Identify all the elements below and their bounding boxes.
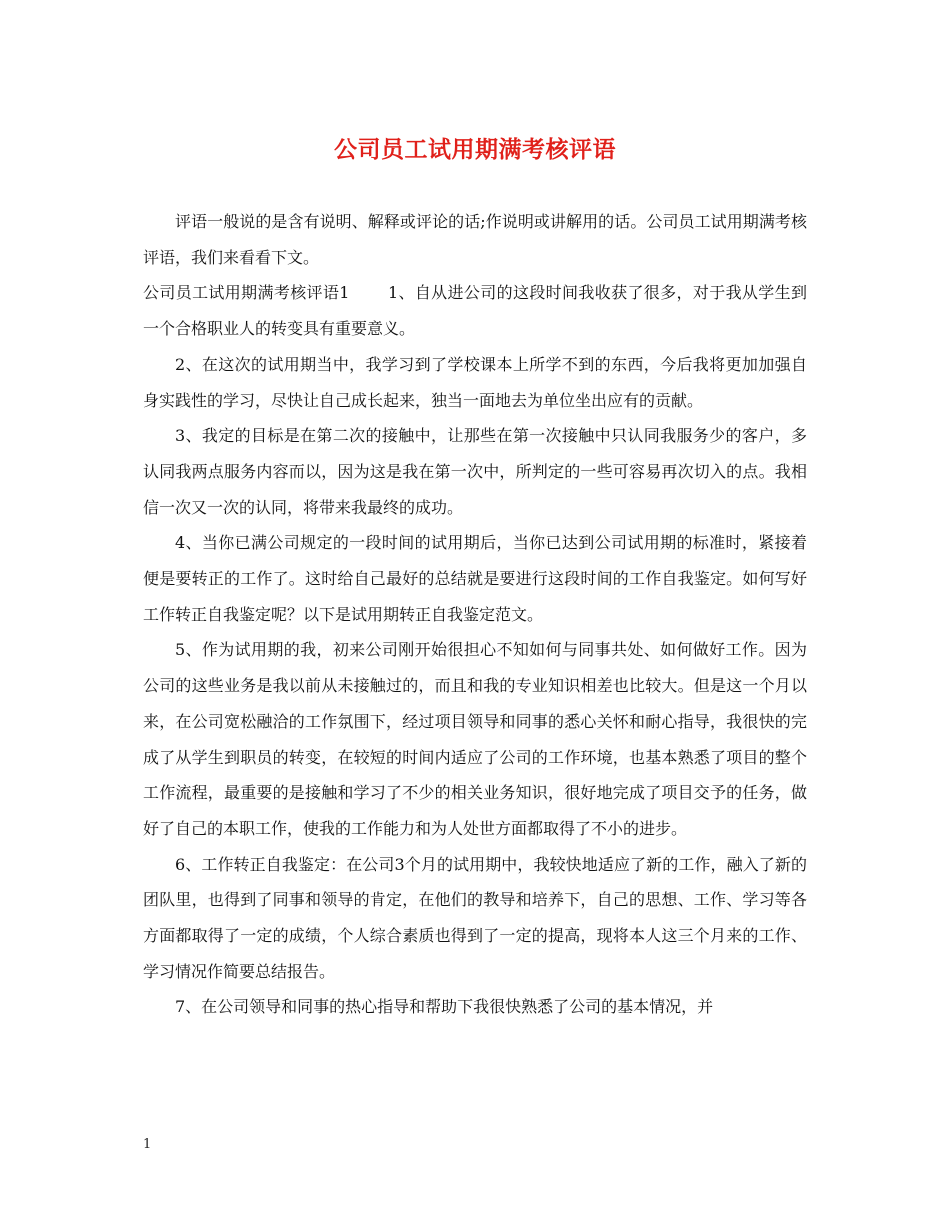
paragraph-6: 6、工作转正自我鉴定：在公司3个月的试用期中，我较快地适应了新的工作，融入了新的团队里，也得到了同事和领导的肯定，在他们的教导和培养下，自己的思想、工作、学习等各方面都取得了一定的成绩，个人综合素质也得到了一定的提高，现将本人这三个月来的工作、学习情况作简要总结报告。 (143, 854, 807, 981)
paragraph-intro: 评语一般说的是含有说明、解释或评论的话;作说明或讲解用的话。公司员工试用期满考核评语，我们来看看下文。 (143, 212, 807, 267)
document-body (143, 204, 807, 1025)
document-title: 公司员工试用期满考核评语 (334, 136, 616, 163)
page-number: 1 (143, 1137, 152, 1152)
paragraph-5: 5、作为试用期的我，初来公司刚开始很担心不知如何与同事共处、如何做好工作。因为公司的这些业务是我以前从未接触过的，而且和我的专业知识相差也比较大。但是这一个月以来，在公司宽松融洽的工作氛围下，经过项目领导和同事的悉心关怀和耐心指导，我很快的完成了从学生到职员的转变，在较短的时间内适应了公司的工作环境，也基本熟悉了项目的整个工作流程，最重要的是接触和学习了不少的相关业务知识，很好地完成了项目交予的任务，做好了自己的本职工作，使我的工作能力和为人处世方面都取得了不小的进步。 (143, 640, 807, 838)
paragraph-2: 2、在这次的试用期当中，我学习到了学校课本上所学不到的东西，今后我将更加加强自身实践性的学习，尽快让自己成长起来，独当一面地去为单位坐出应有的贡献。 (143, 354, 807, 410)
paragraph-7: 7、在公司领导和同事的热心指导和帮助下我很快熟悉了公司的基本情况，并 (175, 997, 714, 1017)
paragraph-1: 公司员工试用期满考核评语1 1、自从进公司的这段时间我收获了很多，对于我从学生到一个合格职业人的转变具有重要意义。 (143, 283, 807, 339)
paragraph-3: 3、我定的目标是在第二次的接触中，让那些在第一次接触中只认同我服务少的客户，多认同我两点服务内容而以，因为这是我在第一次中，所判定的一些可容易再次切入的点。我相信一次又一次的认同，将带来我最终的成功。 (143, 426, 807, 517)
paragraph-4: 4、当你已满公司规定的一段时间的试用期后，当你已达到公司试用期的标准时，紧接着便是要转正的工作了。这时给自己最好的总结就是要进行这段时间的工作自我鉴定。如何写好工作转正自我鉴定呢？以下是试用期转正自我鉴定范文。 (143, 533, 807, 624)
